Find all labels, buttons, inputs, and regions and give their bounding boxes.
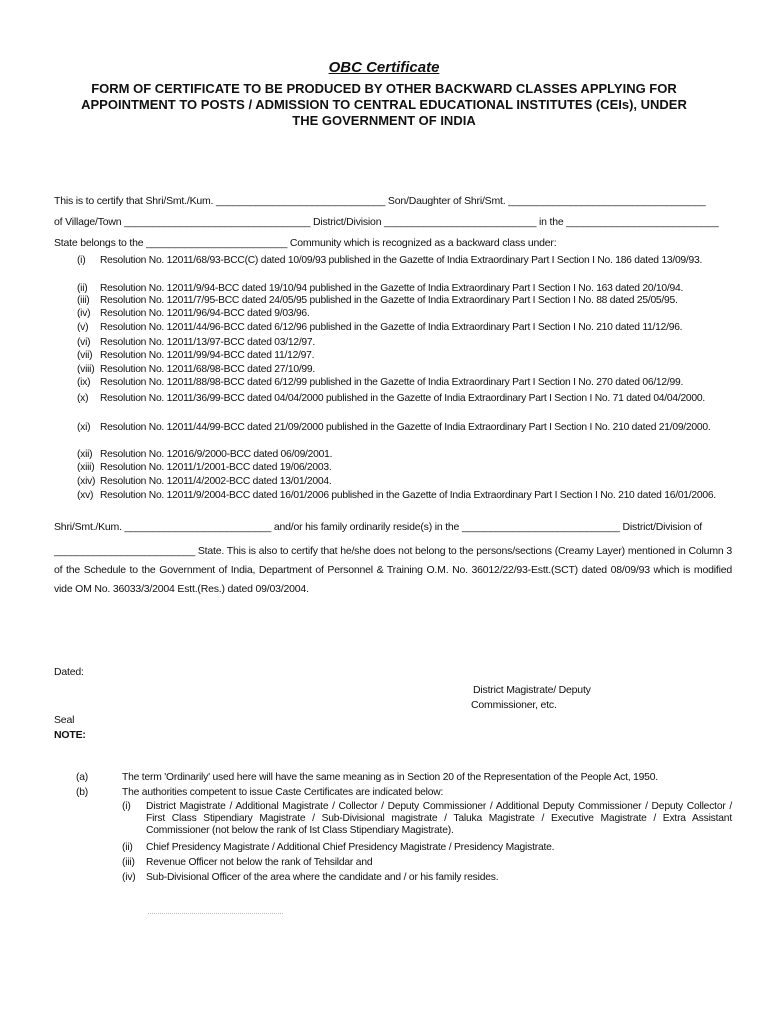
certificate-heading: FORM OF CERTIFICATE TO BE PRODUCED BY OTHER BACKWARD CLASSES APPLYING FOR APPOINTMENT TO POSTS / ADMISSION TO CENTRAL EDUCATIONAL INSTITUTES (CEIs), UNDER THE GOVERNMENT OF INDIA xyxy=(81,81,687,128)
authority-text: Chief Presidency Magistrate / Additional Chief Presidency Magistrate / Presidency Magistrate. xyxy=(146,842,555,853)
faint-scan-mark xyxy=(148,913,283,914)
authority-number: (iv) xyxy=(122,872,136,883)
authority-number: (iii) xyxy=(122,857,135,868)
resolution-text: Resolution No. 12011/1/2001-BCC dated 19/06/2003. xyxy=(100,462,332,473)
note-text: The term 'Ordinarily' used here will have the same meaning as in Section 20 of the Representation of the People Act, 1950. xyxy=(122,772,658,783)
resolution-number: (ix) xyxy=(77,377,91,388)
resolution-number: (xiii) xyxy=(77,462,95,473)
resolution-number: (xi) xyxy=(77,422,91,433)
resolution-text: Resolution No. 12011/99/94-BCC dated 11/12/97. xyxy=(100,350,315,361)
resolution-number: (vi) xyxy=(77,337,91,348)
resolution-text: Resolution No. 12011/44/99-BCC dated 21/09/2000 published in the Gazette of India Extraordinary Part I Section I No. 210 dated 21/09/2000. xyxy=(100,422,711,433)
authority-number: (ii) xyxy=(122,842,133,853)
authority-number: (i) xyxy=(122,801,131,812)
resolution-number: (xii) xyxy=(77,449,93,460)
resolution-number: (i) xyxy=(77,255,86,266)
resolution-text: Resolution No. 12011/7/95-BCC dated 24/05/95 published in the Gazette of India Extraordinary Part I Section I No. 88 dated 25/05/95. xyxy=(100,295,678,306)
resolution-text: Resolution No. 12011/36/99-BCC dated 04/04/2000 published in the Gazette of India Extraordinary Part I Section I No. 71 dated 04/04/2000. xyxy=(100,393,705,404)
certify-line-1: This is to certify that Shri/Smt./Kum. ______________________________ Son/Daughter of Shri/Smt. ___________________________________ xyxy=(54,195,706,207)
authority-text: Sub-Divisional Officer of the area where the candidate and / or his family resides. xyxy=(146,872,499,883)
resolution-text: Resolution No. 12011/68/93-BCC(C) dated 10/09/93 published in the Gazette of India Extraordinary Part I Section I No. 186 dated 13/09/93. xyxy=(100,255,703,266)
resolution-text: Resolution No. 12011/96/94-BCC dated 9/03/96. xyxy=(100,308,310,319)
resolution-text: Resolution No. 12011/88/98-BCC dated 6/12/99 published in the Gazette of India Extraordinary Part I Section I No. 270 dated 06/12/99. xyxy=(100,377,684,388)
resolution-text: Resolution No. 12011/44/96-BCC dated 6/12/96 published in the Gazette of India Extraordinary Part I Section I No. 210 dated 11/12/96. xyxy=(100,322,683,333)
certify-line-3: State belongs to the _________________________ Community which is recognized as a backward class under: xyxy=(54,237,557,249)
authority-title-line-1: District Magistrate/ Deputy xyxy=(473,684,591,696)
certify-line-2: of Village/Town _________________________________ District/Division ___________________________ in the ___________________________ xyxy=(54,216,719,228)
resolution-number: (vii) xyxy=(77,350,93,361)
resolution-number: (xiv) xyxy=(77,476,96,487)
resolution-number: (xv) xyxy=(77,490,94,501)
dated-label: Dated: xyxy=(54,666,84,678)
creamy-layer-paragraph: _________________________ State. This is also to certify that he/she does not belong to the persons/sections (Creamy Layer) mentioned in Column 3 of the Schedule to the Government of India, Department of Personnel & Training O.M. No. 36012/22/93-Estt.(SCT) dated 08/09/93 which is modified vide OM No. 36033/3/2004 Estt.(Res.) dated 09/03/2004. xyxy=(54,545,732,595)
resolution-number: (ii) xyxy=(77,283,88,294)
note-label: NOTE: xyxy=(54,729,86,741)
resolution-number: (viii) xyxy=(77,364,95,375)
resolution-text: Resolution No. 12011/68/98-BCC dated 27/10/99. xyxy=(100,364,315,375)
authority-title-line-2: Commissioner, etc. xyxy=(471,699,557,711)
authority-text: District Magistrate / Additional Magistrate / Collector / Deputy Commissioner / Additional Deputy Commissioner / Deputy Collector / First Class Stipendiary Magistrate / Sub-Divisional magistrate / Taluka Magistrate / Executive Magistrate / Extra Assistant Commissioner (not below the rank of Ist Class Stipendiary Magistrate). xyxy=(146,801,732,836)
resolution-text: Resolution No. 12011/9/2004-BCC dated 16/01/2006 published in the Gazette of India Extraordinary Part I Section I No. 210 dated 16/01/2006. xyxy=(100,490,716,501)
resolution-text: Resolution No. 12011/9/94-BCC dated 19/10/94 published in the Gazette of India Extraordinary Part I Section I No. 163 dated 20/10/94. xyxy=(100,283,684,294)
certificate-title: OBC Certificate xyxy=(328,59,440,76)
resolution-number: (iv) xyxy=(77,308,91,319)
authority-text: Revenue Officer not below the rank of Tehsildar and xyxy=(146,857,373,868)
resolution-number: (iii) xyxy=(77,295,90,306)
resides-line: Shri/Smt./Kum. __________________________ and/or his family ordinarily reside(s) in the ____________________________ District/Division of xyxy=(54,521,702,533)
note-number: (a) xyxy=(76,772,88,783)
seal-label: Seal xyxy=(54,714,75,726)
resolution-text: Resolution No. 12011/4/2002-BCC dated 13/01/2004. xyxy=(100,476,332,487)
resolution-text: Resolution No. 12016/9/2000-BCC dated 06/09/2001. xyxy=(100,449,333,460)
note-number: (b) xyxy=(76,787,88,798)
resolution-text: Resolution No. 12011/13/97-BCC dated 03/12/97. xyxy=(100,337,315,348)
note-text: The authorities competent to issue Caste Certificates are indicated below: xyxy=(122,787,444,798)
resolution-number: (v) xyxy=(77,322,89,333)
resolution-number: (x) xyxy=(77,393,89,404)
